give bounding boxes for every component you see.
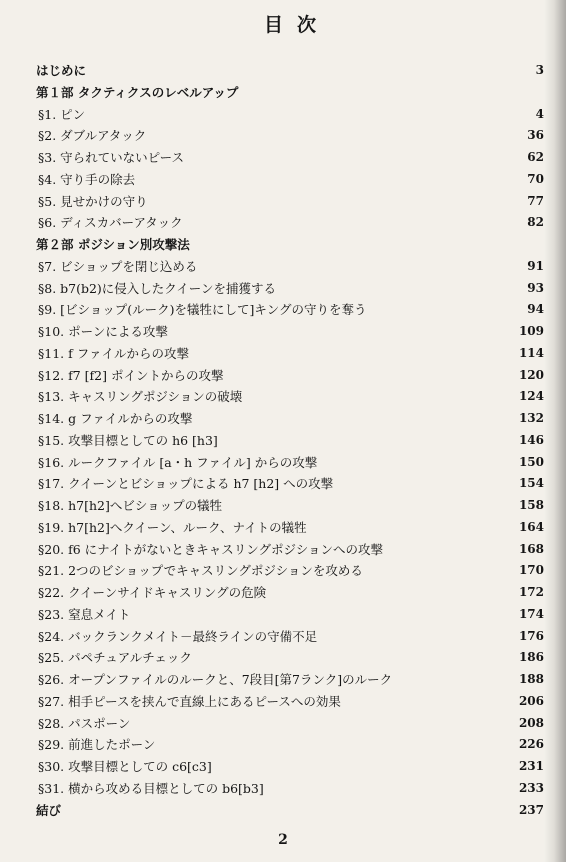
- toc-page-number: 62: [527, 150, 544, 164]
- toc-page-number: 3: [535, 63, 544, 77]
- toc-entry-title: 第１部 タクティクスのレベルアップ: [36, 84, 239, 100]
- toc-entry-title: §27. 相手ピースを挟んで直線上にあるピースへの効果: [38, 693, 341, 709]
- toc-row: [36, 756, 544, 778]
- toc-entry-title: §2. ダブルアタック: [38, 128, 147, 144]
- toc-entry-title: §21. 2つのビショップでキャスリングポジションを攻める: [38, 563, 363, 579]
- toc-entry-title: §24. バックランクメイト－最終ラインの守備不足: [38, 628, 318, 644]
- toc-entry-title: §7. ビショップを閉じ込める: [38, 258, 198, 274]
- toc-entry-title: §9. [ビショップ(ルーク)を犠牲にして]キングの守りを奪う: [38, 302, 367, 318]
- toc-page-number: 114: [518, 345, 544, 360]
- toc-page-number: 77: [527, 193, 544, 208]
- toc-page-number: 70: [527, 171, 544, 186]
- toc-entry-title: §26. オープンファイルのルークと、7段目[第7ランク]のルーク: [38, 672, 393, 687]
- toc-entry-title: §4. 守り手の除去: [38, 171, 136, 187]
- toc-page-number: 186: [518, 650, 544, 665]
- toc-entry-title: §12. f7 [f2] ポイントからの攻撃: [38, 367, 224, 383]
- toc-page-number: 174: [518, 606, 544, 621]
- toc-page-number: 176: [518, 628, 544, 643]
- toc-row: [36, 430, 544, 452]
- toc-row: [36, 647, 544, 669]
- toc-page-number: 4: [535, 106, 544, 121]
- toc-entry-title: §23. 窒息メイト: [38, 606, 131, 622]
- toc-entry-title: §5. 見せかけの守り: [38, 193, 148, 209]
- toc-entry-title: §16. ルークファイル [a・h ファイル] からの攻撃: [38, 454, 318, 470]
- toc-page-number: 120: [518, 367, 544, 382]
- toc-row: [36, 713, 544, 735]
- toc-page-number: 132: [518, 411, 544, 425]
- toc-row: [36, 365, 544, 387]
- toc-entry-title: 第２部 ポジション別攻撃法: [36, 237, 190, 252]
- page-edge-shadow: [544, 0, 566, 862]
- toc-entry-title: §18. h7[h2]へビショップの犠牲: [38, 498, 223, 513]
- toc-page-number: 36: [527, 128, 544, 143]
- toc-row: [36, 452, 544, 474]
- toc-page-number: 146: [518, 432, 544, 447]
- toc-page-number: 233: [518, 780, 544, 795]
- toc-row: [36, 800, 544, 822]
- toc-row: [36, 408, 544, 430]
- toc-entry-title: §19. h7[h2]へクイーン、ルーク、ナイトの犠牲: [38, 519, 307, 535]
- page-title: 目次: [263, 14, 330, 36]
- toc-row: [36, 495, 544, 517]
- toc-row: [36, 278, 544, 300]
- toc-entry-title: §8. b7(b2)に侵入したクイーンを捕獲する: [38, 280, 276, 296]
- toc-row: [36, 386, 544, 408]
- toc-page-number: 231: [518, 759, 544, 773]
- toc-row: [36, 517, 544, 539]
- toc-row: [36, 734, 544, 756]
- toc-page-number: 208: [518, 715, 544, 730]
- toc-row: [36, 669, 544, 691]
- toc-entry-title: §13. キャスリングポジションの破壊: [38, 389, 243, 405]
- toc-entry-title: §10. ポーンによる攻撃: [38, 324, 168, 339]
- toc-row: [36, 582, 544, 604]
- toc-row: [36, 125, 544, 147]
- toc-page-number: 93: [527, 280, 544, 295]
- toc-entry-title: §14. g ファイルからの攻撃: [38, 411, 193, 426]
- toc-entry-title: 結び: [36, 802, 62, 818]
- toc-page-number: 150: [518, 454, 544, 469]
- toc-page-number: 154: [518, 476, 544, 491]
- toc-row: [36, 299, 544, 321]
- toc-page-number: 158: [518, 498, 544, 512]
- toc-row: [36, 104, 544, 126]
- toc-entry-title: §17. クイーンとビショップによる h7 [h2] への攻撃: [38, 476, 334, 492]
- toc-row: [36, 560, 544, 582]
- toc-page-number: 124: [518, 389, 544, 404]
- toc-page-number: 94: [527, 302, 544, 317]
- toc-row: [36, 60, 544, 82]
- toc-entry-title: §30. 攻撃目標としての c6[c3]: [38, 759, 212, 774]
- toc-page-number: 91: [527, 258, 544, 273]
- toc-row: [36, 234, 544, 256]
- toc-entry-title: §28. パスポーン: [38, 715, 131, 731]
- toc-page-number: 206: [518, 693, 544, 708]
- toc-row: [36, 169, 544, 191]
- toc-row: [36, 343, 544, 365]
- toc-page-number: 188: [518, 672, 544, 686]
- toc-row: [36, 691, 544, 713]
- toc-row: [36, 321, 544, 343]
- toc-entry-title: §25. パペチュアルチェック: [38, 650, 192, 666]
- toc-entry-title: §11. f ファイルからの攻撃: [38, 345, 189, 361]
- toc-row: [36, 626, 544, 648]
- toc-row: [36, 256, 544, 278]
- toc-entry-title: §1. ピン: [38, 106, 86, 122]
- toc-page-number: 109: [518, 324, 544, 338]
- toc-page-number: 82: [527, 215, 544, 230]
- toc-entry-title: §22. クイーンサイドキャスリングの危険: [38, 585, 267, 600]
- toc-entry-title: §6. ディスカバーアタック: [38, 215, 183, 231]
- page-number: 2: [278, 832, 288, 848]
- toc-entry-title: §29. 前進したポーン: [38, 737, 156, 753]
- toc-row: [36, 539, 544, 561]
- toc-page-number: 237: [518, 802, 544, 817]
- toc-entry-title: §3. 守られていないピース: [38, 150, 185, 165]
- toc-page-number: 164: [518, 519, 544, 534]
- toc-row: [36, 191, 544, 213]
- toc-row: [36, 473, 544, 495]
- toc-page-number: 226: [518, 737, 544, 752]
- toc-page-number: 170: [518, 563, 544, 578]
- table-of-contents: [36, 60, 544, 821]
- toc-row: [36, 778, 544, 800]
- toc-entry-title: §31. 横から攻める目標としての b6[b3]: [38, 780, 264, 796]
- toc-page-number: 168: [518, 541, 544, 556]
- toc-row: [36, 147, 544, 169]
- toc-row: [36, 604, 544, 626]
- toc-page-number: 172: [518, 585, 544, 599]
- toc-row: [36, 212, 544, 234]
- toc-entry-title: はじめに: [36, 63, 87, 78]
- toc-entry-title: §20. f6 にナイトがないときキャスリングポジションへの攻撃: [38, 541, 383, 557]
- toc-entry-title: §15. 攻撃目標としての h6 [h3]: [38, 432, 218, 448]
- toc-row: [36, 82, 544, 104]
